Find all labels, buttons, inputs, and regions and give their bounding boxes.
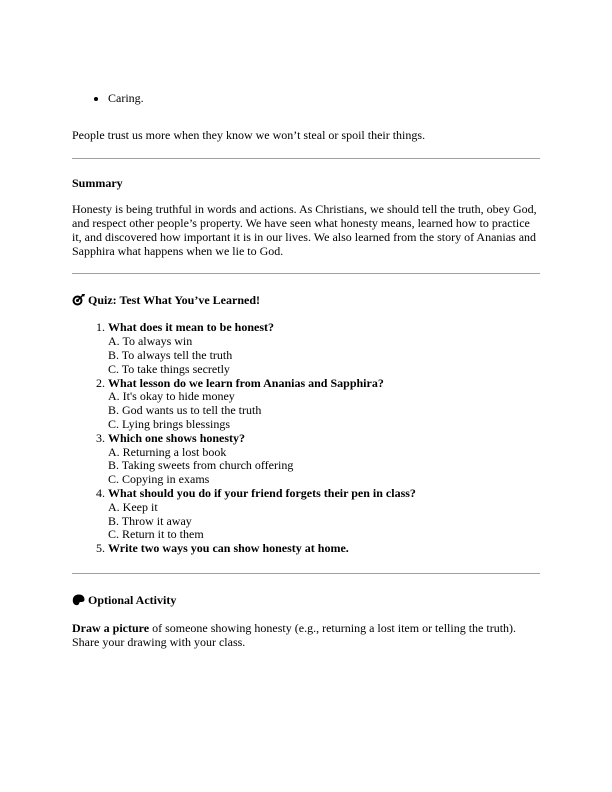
quiz-question — [108, 321, 540, 376]
quiz-option: B. To always tell the truth — [108, 347, 233, 362]
quiz-heading — [72, 294, 540, 308]
activity-bold-lead: Draw a picture — [72, 620, 150, 635]
quiz-option: C. Return it to them — [108, 527, 204, 542]
quiz-question — [108, 377, 540, 432]
summary-heading: Summary — [72, 175, 123, 190]
quiz-question-list — [72, 321, 540, 556]
quiz-question — [108, 432, 540, 487]
quiz-question — [108, 542, 540, 556]
quiz-option: A. It's okay to hide money — [108, 389, 235, 404]
quiz-option: A. To always win — [108, 334, 193, 349]
quiz-heading-text: Quiz: Test What You’ve Learned! — [88, 292, 261, 307]
quiz-question — [108, 487, 540, 542]
quiz-question-text: What lesson do we learn from Ananias and Sapphira? — [108, 375, 384, 390]
trust-paragraph: People trust us more when they know we won’t steal or spoil their things. — [72, 127, 426, 142]
quiz-option: A. Keep it — [108, 499, 158, 514]
quiz-option: A. Returning a lost book — [108, 444, 227, 459]
divider — [72, 273, 540, 274]
quiz-option: B. Taking sweets from church offering — [108, 458, 294, 473]
activity-heading — [72, 594, 540, 608]
quiz-option: B. Throw it away — [108, 513, 192, 528]
activity-paragraph — [72, 622, 540, 650]
quiz-question-text: Which one shows honesty? — [108, 430, 246, 445]
activity-heading-text: Optional Activity — [88, 592, 177, 607]
quiz-option: C. Lying brings blessings — [108, 416, 231, 431]
document-page — [72, 92, 540, 649]
bullet-item: • Caring. — [108, 92, 540, 106]
quiz-question-text: What should you do if your friend forgets their pen in class? — [108, 485, 416, 500]
summary-paragraph: Honesty is being truthful in words and actions. As Christians, we should tell the truth, obey God, and respect other people’s property. We have seen what honesty means, learned how to practice it, and discovered how important it is in our lives. We also learned from the story of Ananias and Sapphira what happens when we lie to God. — [72, 202, 537, 258]
divider — [72, 573, 540, 574]
quiz-option: B. God wants us to tell the truth — [108, 403, 262, 418]
quiz-question-text: Write two ways you can show honesty at home. — [108, 541, 349, 556]
activity-text: of someone showing honesty (e.g., returning a lost item or telling the truth). Share your drawing with your class. — [72, 620, 517, 649]
target-dart-icon — [72, 294, 85, 306]
quiz-question-text: What does it mean to be honest? — [108, 320, 275, 335]
palette-icon — [72, 594, 85, 606]
bullet-list — [72, 92, 540, 106]
quiz-option: C. Copying in exams — [108, 472, 210, 487]
divider — [72, 158, 540, 159]
quiz-option: C. To take things secretly — [108, 361, 230, 376]
